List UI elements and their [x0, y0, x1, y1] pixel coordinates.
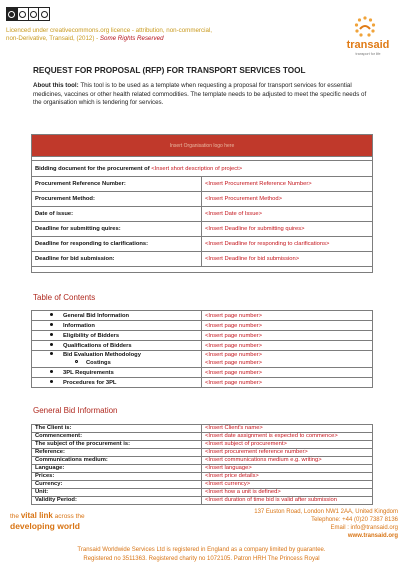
about-paragraph [33, 82, 373, 108]
footer-tagline: the vital link across the developing world [10, 511, 130, 531]
gbi-value: <Insert price details> [202, 473, 373, 481]
gbi-label: Communications medium: [32, 457, 202, 465]
brand-tagline: transport for life [355, 52, 381, 56]
vital-link-text: vital link [20, 511, 53, 520]
toc-page: <Insert page number> [202, 331, 373, 341]
legal-line-1: Transaid Worldwide Services Ltd is registered in England as a company limited by guarantee. [77, 547, 326, 553]
gbi-label: The Client is: [32, 425, 202, 433]
toc-item[interactable]: Eligibility of Bidders [32, 331, 202, 341]
footer-legal [0, 546, 403, 563]
gbi-value: <Insert subject of procurement> [202, 441, 373, 449]
developing-world-text: developing world [10, 521, 80, 531]
toc-page: <Insert page number> <Insert page number> [202, 351, 373, 368]
gbi-value: <Insert language> [202, 465, 373, 473]
gbi-value: <Insert currency> [202, 481, 373, 489]
footer-contact [226, 508, 398, 540]
footer-email[interactable]: Email : info@transaid.org [330, 525, 398, 531]
org-logo-placeholder: Insert Organisation logo here [32, 135, 373, 157]
gbi-value: <Insert communications medium e.g. writing> [202, 457, 373, 465]
rfp-row-value: <Insert Date of Issue> [202, 207, 373, 222]
licence-line-2: non-Derivative, Transaid, (2012) - Some Rights Reserved [6, 35, 164, 42]
toc-page: <Insert page number> [202, 378, 373, 388]
toc-heading: Table of Contents [33, 293, 96, 302]
footer-address: 137 Euston Road, London NW1 2AA, United Kingdom [254, 509, 398, 515]
licence-notice [6, 27, 246, 43]
rfp-details-table [31, 134, 373, 273]
gbi-value: <Insert Client's name> [202, 425, 373, 433]
toc-table [31, 310, 373, 388]
gbi-label: The subject of the procurement is: [32, 441, 202, 449]
gbi-value: <Insert procurement reference number> [202, 449, 373, 457]
gbi-label: Currency: [32, 481, 202, 489]
about-label: About this tool: [33, 82, 79, 89]
footer-website-link[interactable]: www.transaid.org [347, 533, 398, 539]
general-bid-info-table [31, 424, 373, 505]
rfp-row-label: Procurement Reference Number: [32, 177, 202, 192]
project-description-placeholder: <Insert short description of project> [151, 165, 243, 172]
footer-telephone: Telephone: +44 (0)20 7387 8136 [311, 517, 398, 523]
gbi-label: Prices: [32, 473, 202, 481]
toc-subitem: Costings [86, 360, 111, 366]
toc-item[interactable]: Procedures for 3PL [32, 378, 202, 388]
toc-item[interactable]: Qualifications of Bidders [32, 341, 202, 351]
gbi-label: Commencement: [32, 433, 202, 441]
gbi-value: <Insert date assignment is expected to commence> [202, 433, 373, 441]
toc-page: <Insert page number> [202, 321, 373, 331]
licence-line-1: Licenced under creativecommons.org licence - attribution, non-commercial, [6, 27, 213, 34]
gbi-label: Validity Period: [32, 497, 202, 505]
rights-reserved: Some Rights Reserved [99, 35, 164, 42]
document-title: REQUEST FOR PROPOSAL (RFP) FOR TRANSPORT SERVICES TOOL [33, 66, 306, 75]
legal-line-2: Registered no 3511363. Registered charity no 1072105. Patron HRH The Princess Royal [83, 555, 320, 562]
toc-page: <Insert page number> [202, 368, 373, 378]
rfp-row-value: <Insert Deadline for bid submission> [202, 252, 373, 267]
rfp-row-value: <Insert Deadline for submitting quires> [202, 222, 373, 237]
brand-name: transaid [346, 39, 390, 51]
creative-commons-icon [6, 7, 50, 21]
rfp-row-value: <Insert Procurement Reference Number> [202, 177, 373, 192]
rfp-row-label: Procurement Method: [32, 192, 202, 207]
toc-item[interactable]: Information [32, 321, 202, 331]
rfp-row-label: Deadline for bid submission: [32, 252, 202, 267]
gbi-value: <Insert duration of time bid is valid after submission [202, 497, 373, 505]
rfp-row-label: Deadline for submitting quires: [32, 222, 202, 237]
gbi-label: Unit: [32, 489, 202, 497]
general-bid-info-heading: General Bid Information [33, 406, 118, 415]
bid-document-line: Bidding document for the procurement of <Insert short description of project> [32, 161, 373, 177]
gbi-value: <Insert how a unit is defined> [202, 489, 373, 497]
rfp-row-value: <Insert Procurement Method> [202, 192, 373, 207]
sun-logo-icon [352, 14, 378, 40]
about-text: This tool is to be used as a template when requesting a proposal for transport services for essential medicines, vaccines or other health related commodities. The template needs to be adjusted to meet the specific needs of the organisation which is tendering for services. [33, 82, 367, 107]
gbi-label: Language: [32, 465, 202, 473]
toc-page: <Insert page number> [202, 341, 373, 351]
toc-page: <Insert page number> [202, 311, 373, 321]
rfp-row-label: Date of issue: [32, 207, 202, 222]
toc-item[interactable]: General Bid Information [32, 311, 202, 321]
rfp-row-value: <Insert Deadline for responding to clarifications> [202, 237, 373, 252]
rfp-row-label: Deadline for responding to clarifications: [32, 237, 202, 252]
toc-item[interactable]: Bid Evaluation Methodology Costings [32, 351, 202, 368]
toc-item[interactable]: 3PL Requirements [32, 368, 202, 378]
transaid-logo [338, 14, 398, 62]
gbi-label: Reference: [32, 449, 202, 457]
